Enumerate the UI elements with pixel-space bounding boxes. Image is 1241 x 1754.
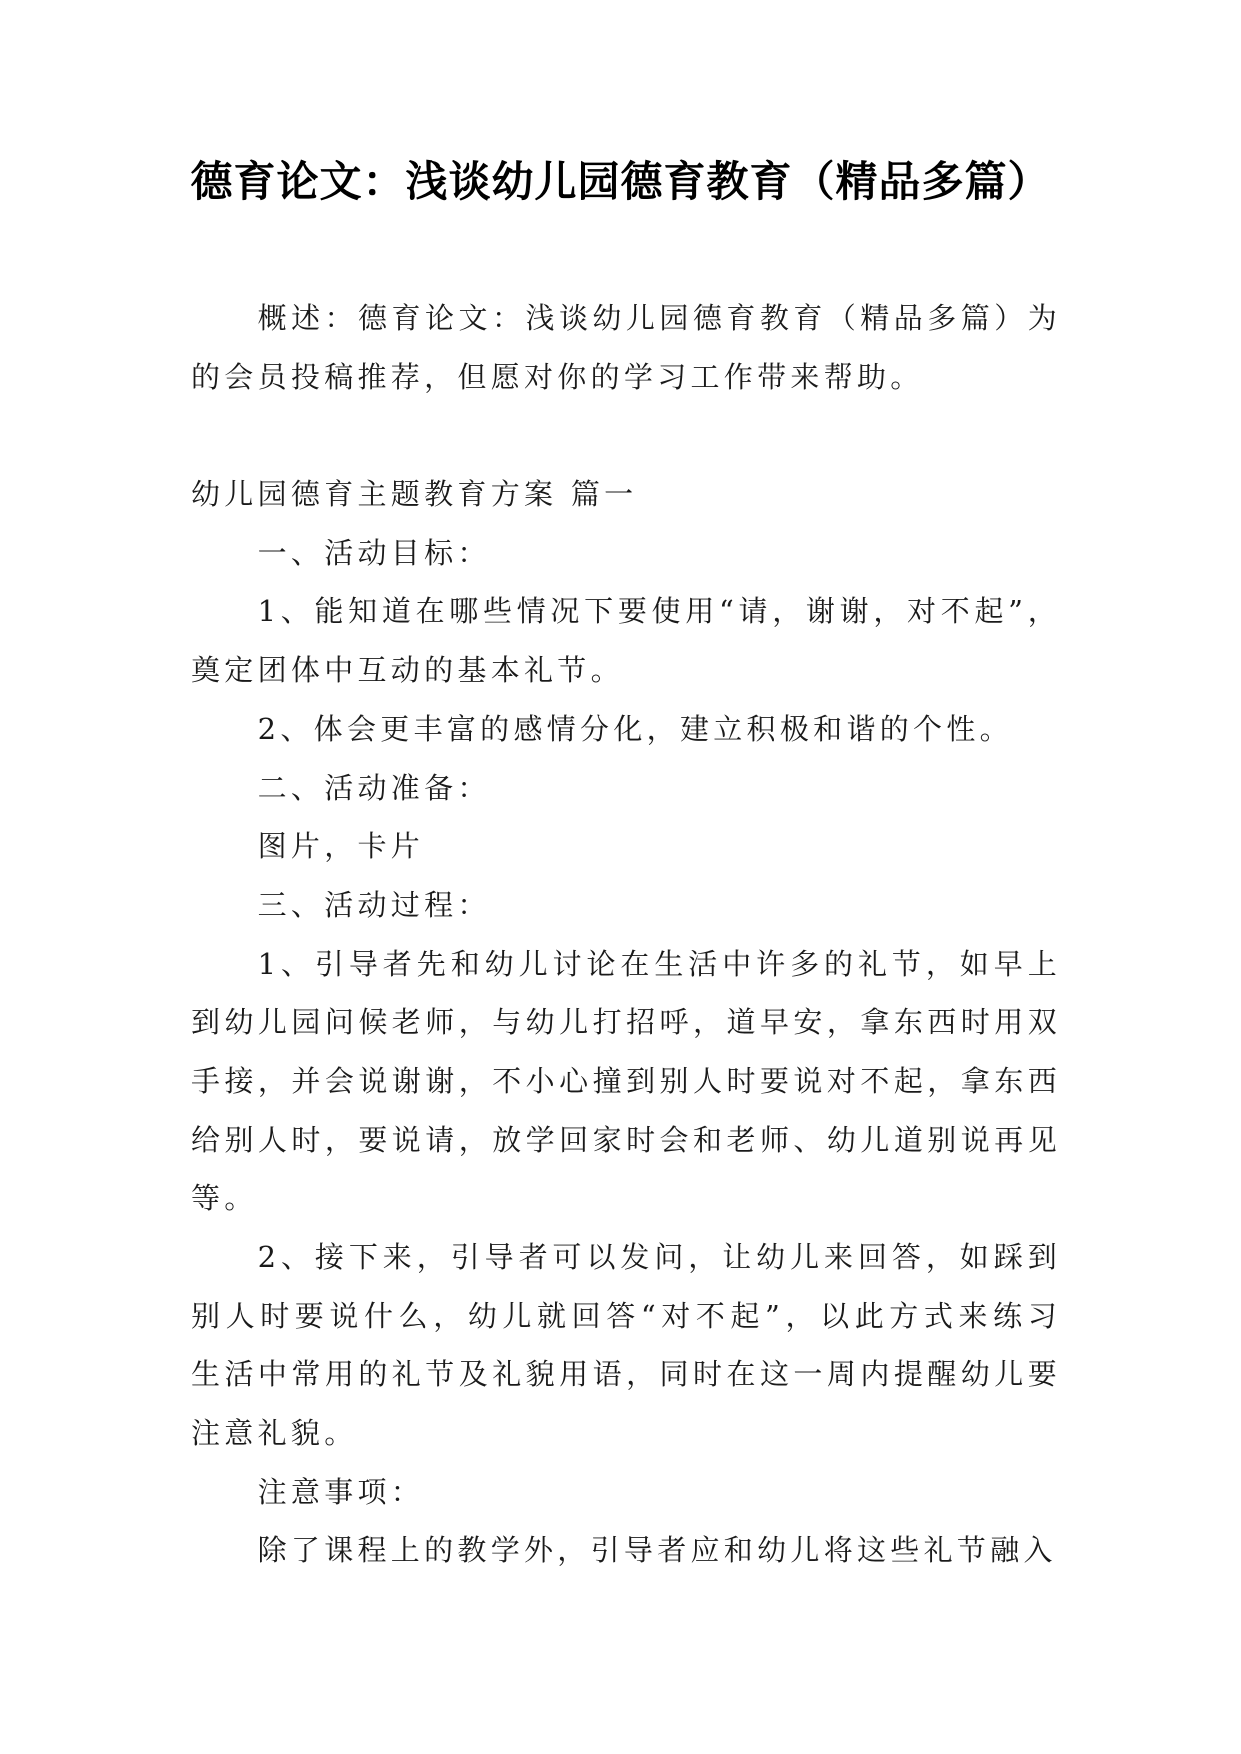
paragraph-line: 的会员投稿推荐，但愿对你的学习工作带来帮助。	[191, 359, 924, 394]
plan-heading	[191, 465, 1061, 524]
paragraph-line: 奠定团体中互动的基本礼节。	[191, 653, 624, 688]
paragraph-line: 手接，并会说谢谢，不小心撞到别人时要说对不起，拿东西	[191, 1063, 1061, 1098]
section-heading-preparation	[191, 759, 1061, 818]
process-step-2	[191, 1228, 1061, 1463]
objective-item-1	[191, 582, 1061, 699]
paragraph-line: 三、活动过程：	[257, 887, 491, 922]
document-body	[191, 289, 1061, 1580]
paragraph-line: 1、能知道在哪些情况下要使用“请，谢谢，对不起”，	[257, 594, 1061, 629]
paragraph-line: 等。	[191, 1181, 258, 1216]
paragraph-line: 别人时要说什么，幼儿就回答“对不起”，以此方式来练习	[191, 1298, 1061, 1333]
paragraph-line: 到幼儿园问候老师，与幼儿打招呼，道早安，拿东西时用双	[191, 1005, 1061, 1040]
paragraph-line: 注意礼貌。	[191, 1416, 358, 1451]
paragraph-line: 一、活动目标：	[257, 535, 491, 570]
paragraph-line: 图片，卡片	[257, 829, 425, 864]
paragraph-line: 2、接下来，引导者可以发问，让幼儿来回答，如踩到	[257, 1240, 1061, 1274]
objective-item-2	[191, 700, 1061, 759]
process-step-1	[191, 935, 1061, 1228]
blank-line	[191, 406, 1061, 465]
paragraph-line: 幼儿园德育主题教育方案 篇一	[191, 477, 638, 512]
section-heading-objectives	[191, 524, 1061, 583]
paragraph-line: 1、引导者先和幼儿讨论在生活中许多的礼节，如早上	[257, 946, 1061, 981]
overview-paragraph	[191, 289, 1061, 406]
notes-paragraph	[191, 1521, 1061, 1580]
document-title: 德育论文：浅谈幼儿园德育教育（精品多篇）	[190, 157, 1051, 206]
preparation-materials	[191, 817, 1061, 876]
notes-heading	[191, 1463, 1061, 1522]
paragraph-line: 给别人时，要说请，放学回家时会和老师、幼儿道别说再见	[191, 1122, 1061, 1157]
paragraph-line: 概述：德育论文：浅谈幼儿园德育教育（精品多篇）为	[257, 301, 1061, 335]
paragraph-line: 2、体会更丰富的感情分化，建立积极和谐的个性。	[257, 711, 1013, 746]
paragraph-line: 注意事项：	[257, 1474, 425, 1509]
paragraph-line: 二、活动准备：	[257, 770, 491, 805]
paragraph-line: 除了课程上的教学外，引导者应和幼儿将这些礼节融入	[257, 1533, 1057, 1568]
section-heading-process	[191, 876, 1061, 935]
paragraph-line: 生活中常用的礼节及礼貌用语，同时在这一周内提醒幼儿要	[191, 1357, 1061, 1392]
